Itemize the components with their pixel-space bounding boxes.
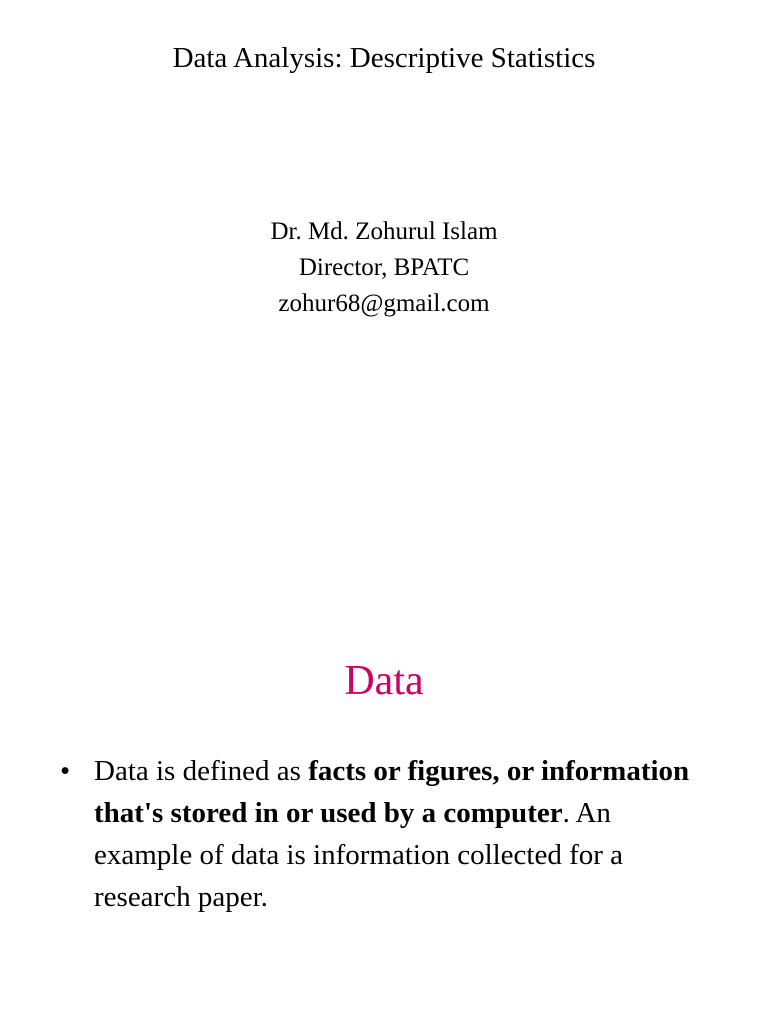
list-item <box>60 750 710 918</box>
bullet-text-tail: . An example of data is information collected for a research paper. <box>94 797 624 913</box>
bullet-marker: • <box>60 755 71 787</box>
section-title: Data <box>344 658 424 704</box>
page-title: Data Analysis: Descriptive Statistics <box>172 42 596 74</box>
author-role: Director, BPATC <box>298 254 470 281</box>
author-block <box>0 214 768 322</box>
bullet-list <box>60 750 710 918</box>
bullet-text-lead: Data is defined as <box>94 755 309 787</box>
slide-data <box>0 512 768 1024</box>
bullet-text-bold: facts or figures, or information that's stored in or used by a computer <box>94 755 690 829</box>
author-name: Dr. Md. Zohurul Islam <box>270 218 498 245</box>
author-email: zohur68@gmail.com <box>278 290 490 317</box>
